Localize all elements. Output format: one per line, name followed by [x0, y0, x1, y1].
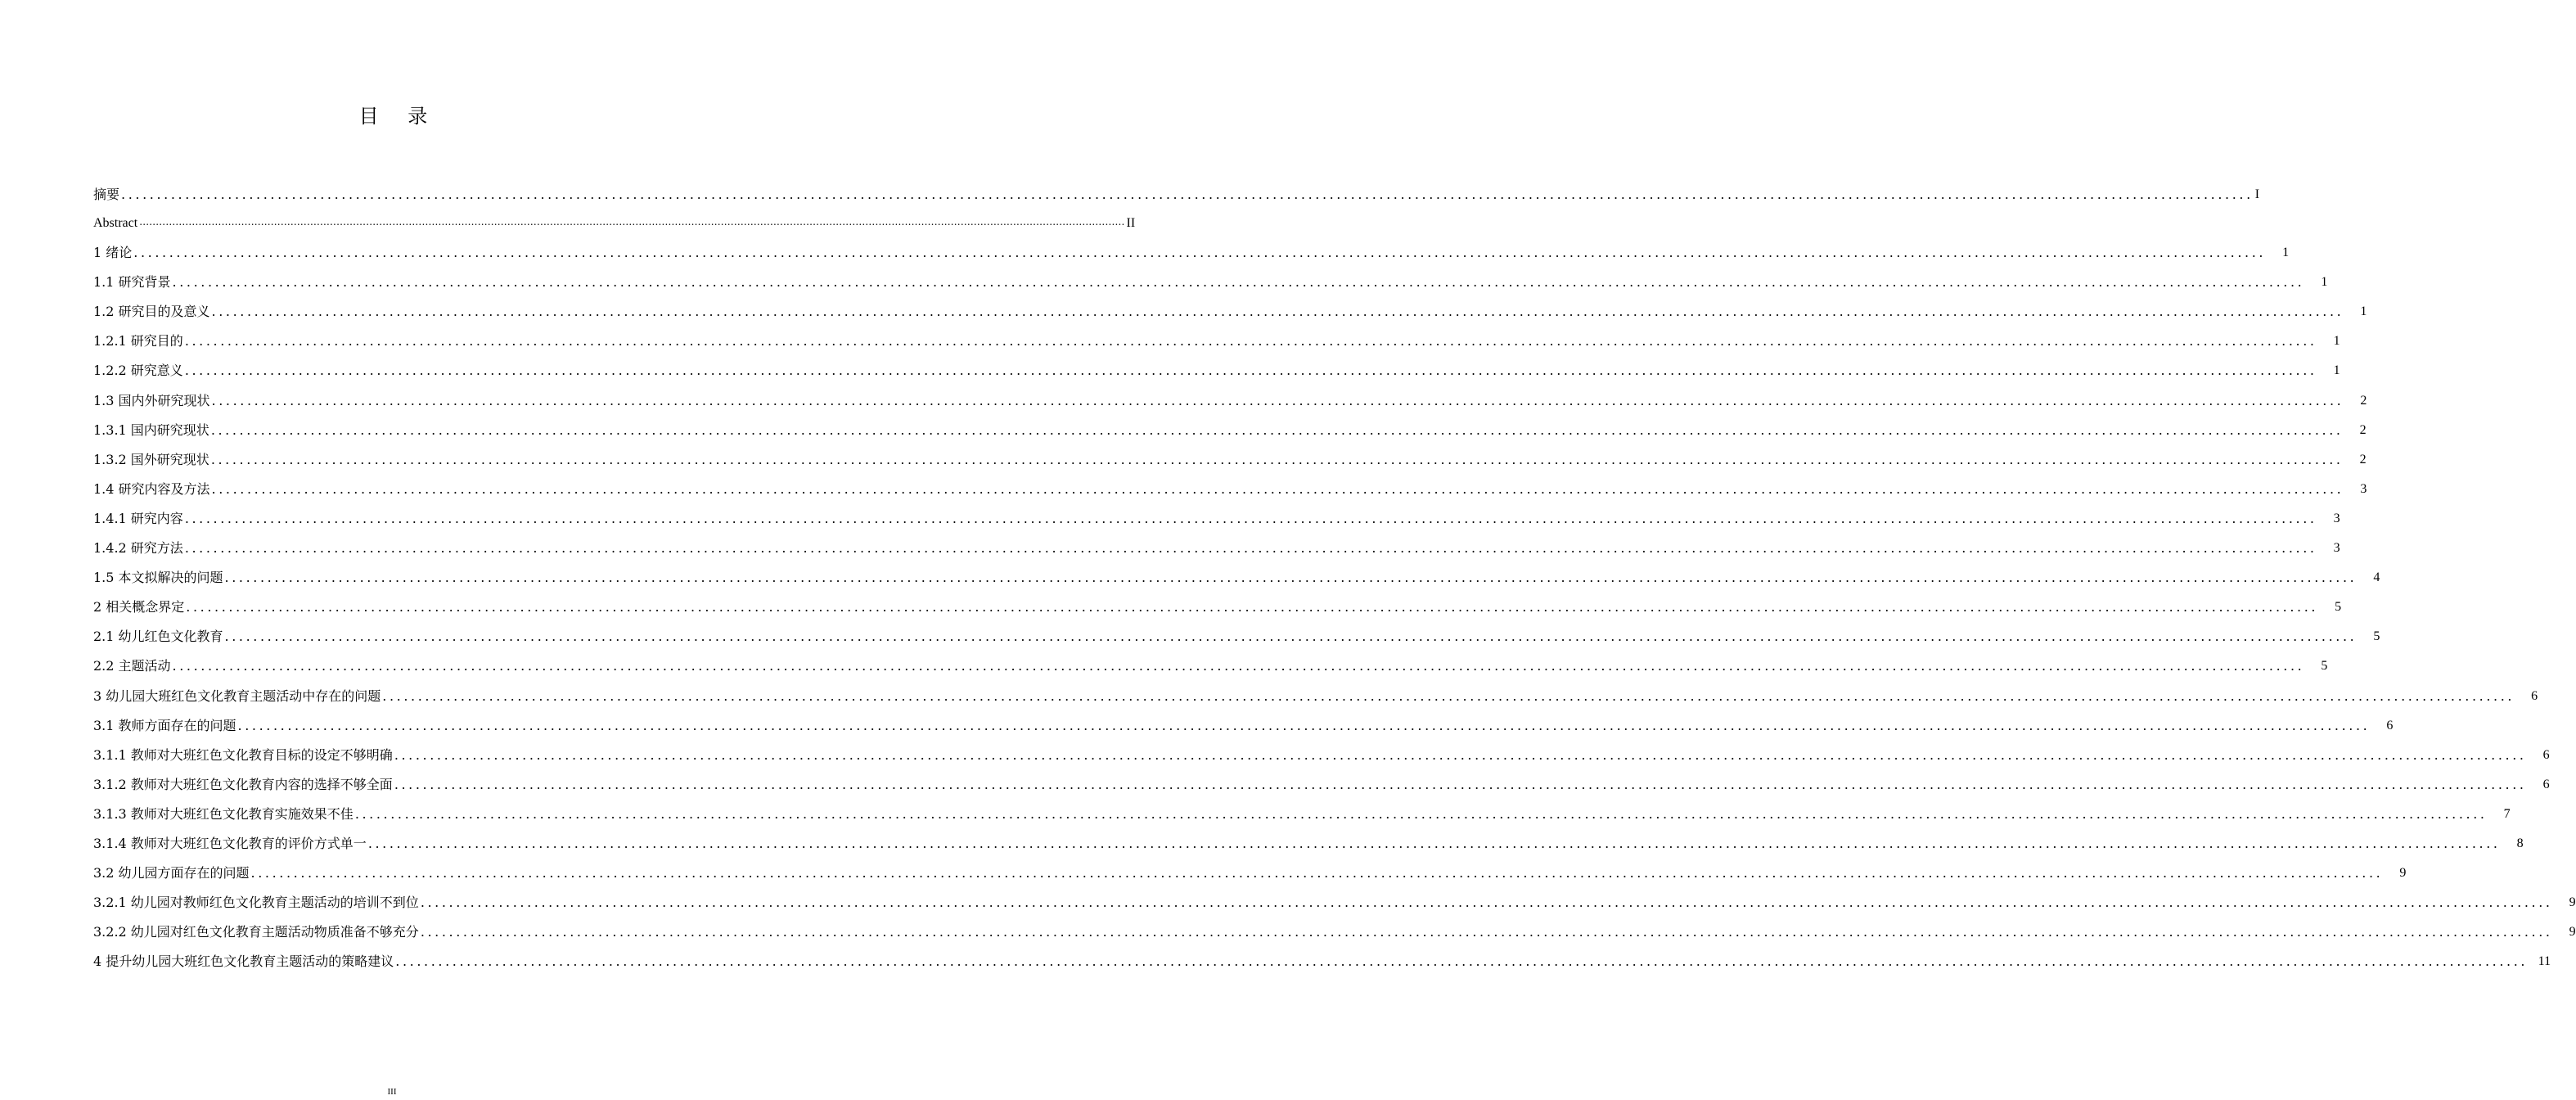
toc-dot-leader: ............................................................................................................................................................................................................................................................................................................	[237, 717, 2371, 733]
toc-entry-page: II	[1126, 216, 1136, 230]
toc-entry-label: 1.4.1 研究内容	[93, 510, 183, 526]
toc-entry[interactable]	[93, 587, 2342, 616]
toc-dot-leader: ............................................................................................................................................................................................................................................................................................................	[184, 363, 2317, 379]
toc-dot-leader: ............................................................................................................................................................................................................................................................................................................	[211, 480, 2344, 497]
toc-entry-label: 1.2.1 研究目的	[93, 333, 183, 349]
toc-entry-label: 1.3.2 国外研究现状	[93, 451, 209, 467]
toc-dot-leader: ............................................................................................................................................................................................................................................................................................................	[367, 835, 2501, 851]
toc-entry-label: 摘要	[93, 187, 120, 202]
page-number: III	[387, 1087, 397, 1097]
toc-entry-page: 1	[2333, 363, 2340, 378]
toc-entry-label: 3.1.3 教师对大班红色文化教育实施效果不佳	[93, 805, 354, 822]
toc-entry-label: 3.1.4 教师对大班红色文化教育的评价方式单一	[93, 835, 367, 851]
toc-entry-label: 1.5 本文拟解决的问题	[93, 570, 223, 586]
toc-entry-page: 6	[2542, 777, 2550, 791]
toc-entry-label: 3.2.1 幼儿园对教师红色文化教育主题活动的培训不到位	[93, 895, 419, 911]
toc-entry-label: 1.3.1 国内研究现状	[93, 422, 209, 438]
toc-entry-page: 4	[2373, 570, 2380, 585]
toc-dot-leader: ............................................................................................................................................................................................................................................................................................................	[394, 746, 2527, 763]
toc-entry-page: 3	[2333, 541, 2340, 556]
toc-entry[interactable]	[93, 262, 2328, 291]
toc-entry[interactable]	[93, 469, 2367, 498]
toc-entry-label: 2.1 幼儿红色文化教育	[93, 629, 223, 645]
toc-entry-label: 1.2.2 研究意义	[93, 363, 183, 379]
toc-entry[interactable]	[93, 232, 2290, 262]
toc-entry[interactable]	[93, 675, 2538, 705]
toc-dot-leader: ............................................................................................................................................................................................................................................................................................................	[172, 658, 2305, 674]
toc-entry-page: 1	[2282, 246, 2290, 260]
toc-entry-page: I	[2254, 187, 2260, 201]
toc-entry-page: 5	[2335, 600, 2342, 615]
toc-entry[interactable]	[93, 706, 2394, 735]
toc-entry[interactable]	[93, 528, 2340, 557]
toc-entry-label: 1.3 国内外研究现状	[93, 392, 210, 408]
toc-entry[interactable]	[93, 498, 2340, 528]
toc-dot-leader: ............................................................................................................................................................................................................................................................................................................	[210, 451, 2344, 467]
toc-dot-leader: ............................................................................................................................................................................................................................................................................................................	[420, 895, 2553, 911]
toc-entry[interactable]	[93, 380, 2367, 409]
toc-dot-leader: ............................................................................................................................................................................................................................................................................................................	[184, 333, 2317, 349]
toc-dot-leader: ............................................................................................................................................................................................................................................................................................................	[354, 805, 2488, 822]
toc-entry[interactable]	[93, 646, 2328, 675]
toc-entry[interactable]	[93, 440, 2367, 469]
toc-entry-page: 3	[2333, 511, 2340, 525]
toc-entry-page: 1	[2333, 334, 2340, 349]
toc-entry-label: 1.4 研究内容及方法	[93, 480, 210, 497]
toc-dot-leader: ............................................................................................................................................................................................................................................................................................................	[224, 629, 2358, 645]
toc-entry-label: 2 相关概念界定	[93, 599, 185, 615]
toc-dot-leader: ............................................................................................................................................................................................................................................................................................................	[420, 924, 2553, 940]
toc-entry-page: 6	[2386, 718, 2394, 733]
toc-entry-label: 3.2.2 幼儿园对红色文化教育主题活动物质准备不够充分	[93, 924, 419, 940]
toc-entry-label: 1 绪论	[93, 245, 133, 261]
toc-dot-leader: ............................................................................................................................................................................................................................................................................................................	[133, 245, 2267, 261]
toc-entry-page: 2	[2360, 393, 2367, 408]
toc-entry-label: 3.1.2 教师对大班红色文化教育内容的选择不够全面	[93, 776, 393, 792]
toc-dot-leader: ............................................................................................................................................................................................................................................................................................................	[172, 274, 2305, 291]
toc-entry-label: 3.1 教师方面存在的问题	[93, 717, 236, 733]
toc-entry[interactable]	[93, 410, 2367, 440]
toc-dot-leader: ............................................................................................................................................................................................................................................................................................................	[184, 510, 2317, 526]
toc-entry-label: 3.2 幼儿园方面存在的问题	[93, 865, 250, 881]
toc-entry-label: 4 提升幼儿园大班红色文化教育主题活动的策略建议	[93, 953, 394, 970]
toc-dot-leader: ............................................................................................................................................................................................................................................................................................................	[139, 216, 1125, 228]
toc-entry[interactable]	[93, 291, 2367, 321]
toc-entry[interactable]	[93, 557, 2380, 587]
toc-dot-leader: ............................................................................................................................................................................................................................................................................................................	[184, 540, 2317, 557]
toc-dot-leader: ............................................................................................................................................................................................................................................................................................................	[186, 599, 2319, 615]
toc-entry-page: 1	[2360, 304, 2367, 319]
toc-entry-page: 8	[2516, 836, 2524, 850]
toc-dot-leader: ............................................................................................................................................................................................................................................................................................................	[250, 865, 2384, 881]
toc-dot-leader: ............................................................................................................................................................................................................................................................................................................	[395, 953, 2529, 970]
toc-entry-page: 9	[2569, 925, 2576, 940]
toc-dot-leader: ............................................................................................................................................................................................................................................................................................................	[211, 392, 2344, 408]
toc-entry[interactable]	[93, 350, 2340, 380]
toc-dot-leader: ............................................................................................................................................................................................................................................................................................................	[210, 422, 2344, 438]
toc-entry-page: 7	[2503, 806, 2511, 821]
toc-dot-leader: ............................................................................................................................................................................................................................................................................................................	[121, 187, 2254, 202]
toc-entry-label: 3.1.1 教师对大班红色文化教育目标的设定不够明确	[93, 746, 393, 763]
toc-entry[interactable]	[93, 616, 2380, 646]
toc-entry-page: 1	[2321, 275, 2328, 290]
toc-dot-leader: ............................................................................................................................................................................................................................................................................................................	[382, 688, 2515, 704]
toc-entry[interactable]	[93, 823, 2524, 853]
toc-dot-leader: ............................................................................................................................................................................................................................................................................................................	[394, 776, 2527, 792]
toc-entry-label: 3 幼儿园大班红色文化教育主题活动中存在的问题	[93, 688, 381, 704]
toc-entry-page: 5	[2373, 629, 2380, 644]
page-title: 目 录	[358, 105, 439, 128]
toc-entry[interactable]	[93, 882, 2576, 912]
toc-entry[interactable]	[93, 735, 2550, 764]
toc-entry[interactable]	[93, 941, 2551, 971]
toc-entry[interactable]	[93, 173, 2260, 204]
toc-entry[interactable]	[93, 912, 2576, 941]
toc-entry-label: 1.1 研究背景	[93, 274, 171, 291]
toc-entry[interactable]	[93, 764, 2550, 794]
toc-entry[interactable]	[93, 204, 1136, 232]
table-of-contents	[93, 173, 2576, 971]
toc-entry-page: 3	[2360, 481, 2367, 496]
toc-entry-page: 2	[2359, 422, 2367, 437]
toc-entry-page: 9	[2399, 866, 2407, 881]
toc-entry-page: 6	[2542, 747, 2550, 762]
toc-entry[interactable]	[93, 794, 2511, 823]
toc-entry-label: 1.2 研究目的及意义	[93, 304, 210, 320]
toc-entry[interactable]	[93, 853, 2407, 882]
toc-entry-label: Abstract	[93, 216, 138, 230]
toc-dot-leader: ............................................................................................................................................................................................................................................................................................................	[224, 570, 2358, 586]
toc-entry-label: 1.4.2 研究方法	[93, 540, 183, 557]
toc-entry-page: 2	[2359, 452, 2367, 467]
toc-entry-page: 5	[2321, 659, 2328, 674]
toc-entry[interactable]	[93, 321, 2340, 350]
toc-entry-page: 9	[2569, 895, 2576, 910]
toc-entry-page: 11	[2538, 954, 2551, 969]
toc-dot-leader: ............................................................................................................................................................................................................................................................................................................	[211, 304, 2344, 320]
toc-entry-page: 6	[2531, 688, 2538, 703]
toc-entry-label: 2.2 主题活动	[93, 658, 171, 674]
